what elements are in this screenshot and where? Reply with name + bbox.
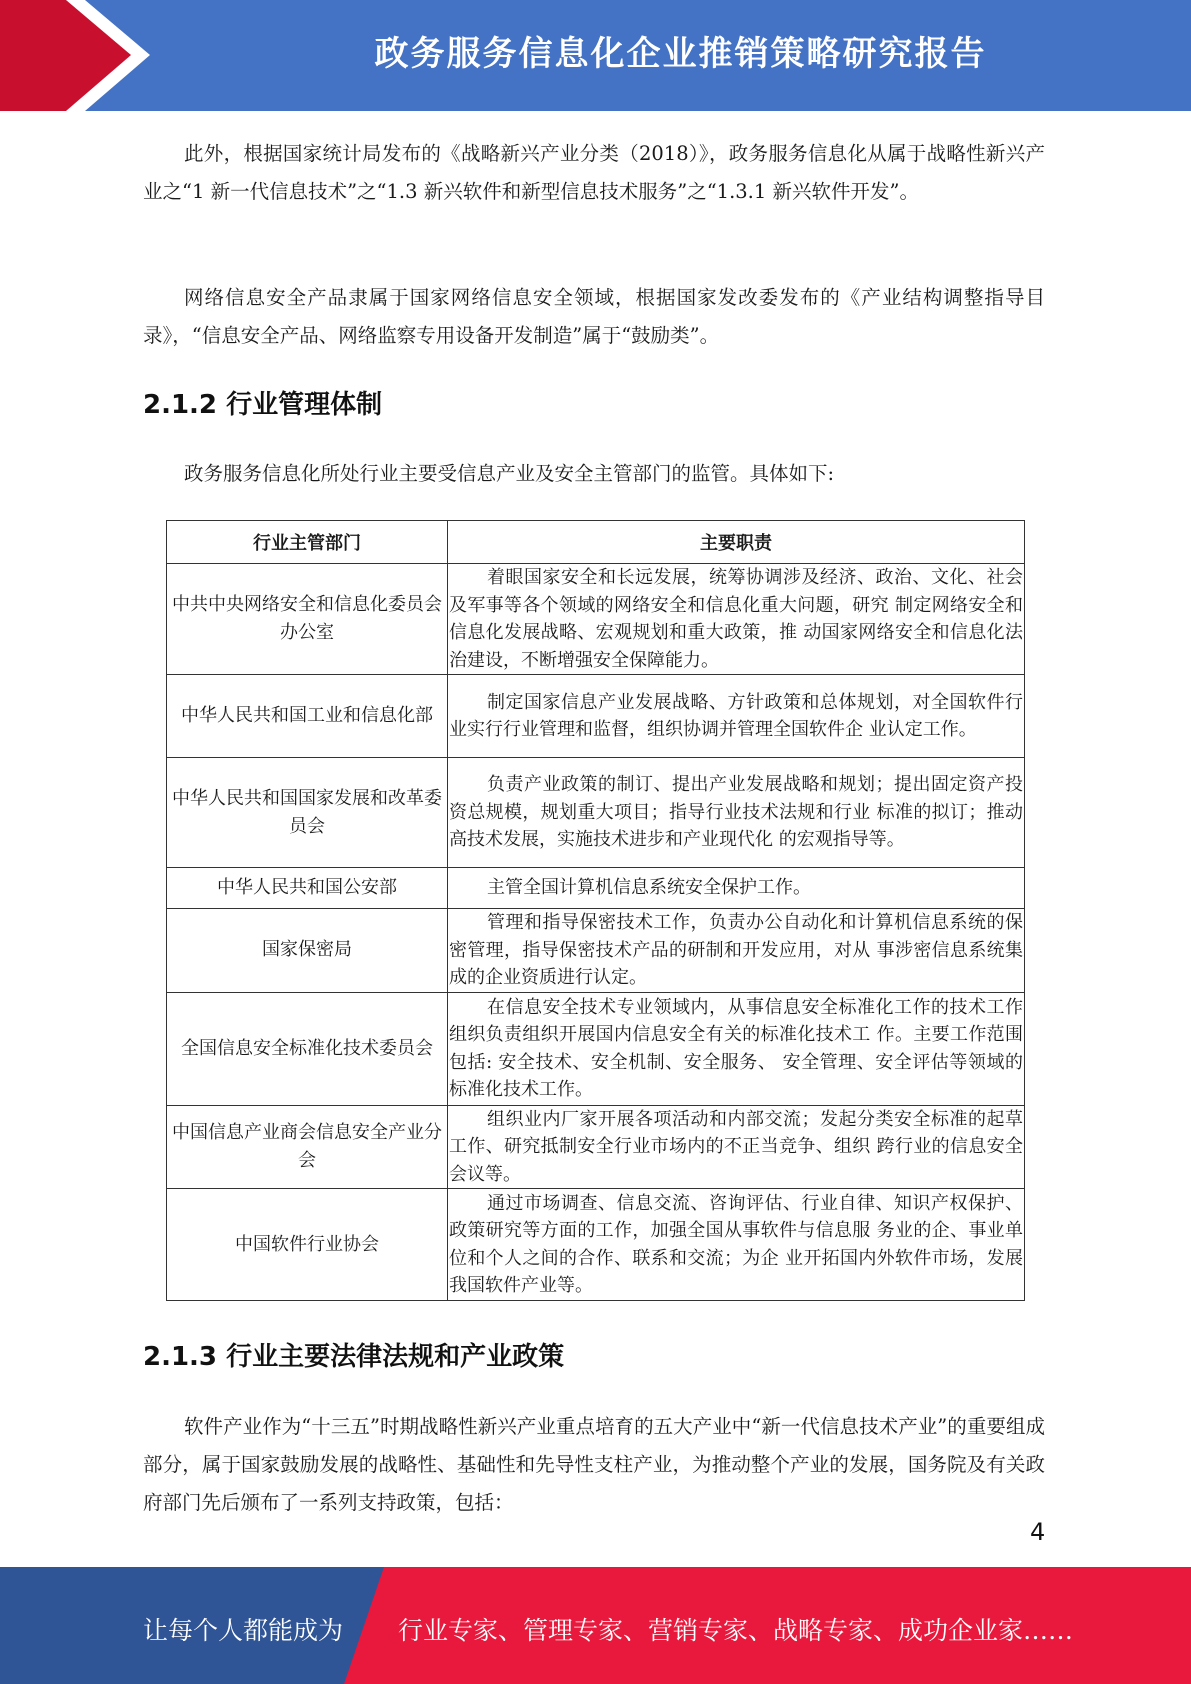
- department-cell: 中共中央网络安全和信息化委员会办公室: [167, 564, 448, 675]
- table-row: [167, 675, 1025, 758]
- paragraph-regulation-intro: 政务服务信息化所处行业主要受信息产业及安全主管部门的监管。具体如下:: [184, 462, 835, 485]
- table-row: [167, 1105, 1025, 1189]
- column-header-department: 行业主管部门: [167, 521, 448, 564]
- responsibility-cell: 在信息安全技术专业领域内，从事信息安全标准化工作的技术工作组织负责组织开展国内信息安全有关的标准化技术工 作。主要工作范围包括: 安全技术、安全机制、安全服务、 安全管理、安全评估等领域的标准化技术工作。: [448, 992, 1025, 1105]
- paragraph-industry-classification: 此外，根据国家统计局发布的《战略新兴产业分类（2018）》，政务服务信息化从属于战略性新兴产业之“1 新一代信息技术”之“1.3 新兴软件和新型信息技术服务”之“1.3.1 新兴软件开发”。: [143, 142, 1045, 203]
- table-row: [167, 992, 1025, 1105]
- department-cell: 中华人民共和国公安部: [167, 868, 448, 909]
- department-cell: 全国信息安全标准化技术委员会: [167, 992, 448, 1105]
- responsibility-cell: 主管全国计算机信息系统安全保护工作。: [448, 868, 1025, 909]
- table-row: [167, 564, 1025, 675]
- footer-slogan-right: 行业专家、管理专家、营销专家、战略专家、成功企业家……: [398, 1616, 1074, 1645]
- column-header-responsibility: 主要职责: [448, 521, 1025, 564]
- paragraph-software-policy: 软件产业作为“十三五”时期战略性新兴产业重点培育的五大产业中“新一代信息技术产业”的重要组成部分，属于国家鼓励发展的战略性、基础性和先导性支柱产业，为推动整个产业的发展，国务院及有关政府部门先后颁布了一系列支持政策，包括：: [143, 1415, 1045, 1514]
- department-cell: 国家保密局: [167, 909, 448, 993]
- table-row: [167, 758, 1025, 868]
- section-heading-2-1-2: 2.1.2 行业管理体制: [143, 390, 383, 420]
- page-number: 4: [1030, 1518, 1046, 1546]
- responsibility-cell: 组织业内厂家开展各项活动和内部交流；发起分类安全标准的起草工作、研究抵制安全行业市场内的不正当竞争、组织 跨行业的信息安全会议等。: [448, 1105, 1025, 1189]
- responsibility-cell: 着眼国家安全和长远发展，统筹协调涉及经济、政治、文化、社会及军事等各个领域的网络安全和信息化重大问题，研究 制定网络安全和信息化发展战略、宏观规划和重大政策，推 动国家网络安全和信息化法治建设，不断增强安全保障能力。: [448, 564, 1025, 675]
- responsibility-cell: 制定国家信息产业发展战略、方针政策和总体规划，对全国软件行业实行行业管理和监督，组织协调并管理全国软件企 业认定工作。: [448, 675, 1025, 758]
- report-title: 政务服务信息化企业推销策略研究报告: [374, 34, 987, 74]
- table-header-row: [167, 521, 1025, 564]
- department-cell: 中国软件行业协会: [167, 1189, 448, 1301]
- paragraph-security-catalog: 网络信息安全产品隶属于国家网络信息安全领域，根据国家发改委发布的《产业结构调整指导目录》，“信息安全产品、网络监察专用设备开发制造”属于“鼓励类”。: [143, 286, 1045, 347]
- department-cell: 中国信息产业商会信息安全产业分会: [167, 1105, 448, 1189]
- responsibility-cell: 管理和指导保密技术工作，负责办公自动化和计算机信息系统的保密管理，指导保密技术产品的研制和开发应用，对从 事涉密信息系统集成的企业资质进行认定。: [448, 909, 1025, 993]
- responsibility-cell: 通过市场调查、信息交流、咨询评估、行业自律、知识产权保护、政策研究等方面的工作，加强全国从事软件与信息服 务业的企、事业单位和个人之间的合作、联系和交流；为企 业开拓国内外软件市场，发展我国软件产业等。: [448, 1189, 1025, 1301]
- regulatory-departments-table: [166, 520, 1025, 1301]
- department-cell: 中华人民共和国国家发展和改革委员会: [167, 758, 448, 868]
- table-row: [167, 868, 1025, 909]
- page-header: [0, 0, 1191, 111]
- department-cell: 中华人民共和国工业和信息化部: [167, 675, 448, 758]
- section-heading-2-1-3: 2.1.3 行业主要法律法规和产业政策: [143, 1342, 565, 1372]
- footer-slogan-left: 让每个人都能成为: [143, 1616, 344, 1645]
- responsibility-cell: 负责产业政策的制订、提出产业发展战略和规划；提出固定资产投资总规模，规划重大项目；指导行业技术法规和行业 标准的拟订；推动高技术发展，实施技术进步和产业现代化 的宏观指导等。: [448, 758, 1025, 868]
- table-row: [167, 1189, 1025, 1301]
- page-footer: [0, 1567, 1191, 1684]
- table-row: [167, 909, 1025, 993]
